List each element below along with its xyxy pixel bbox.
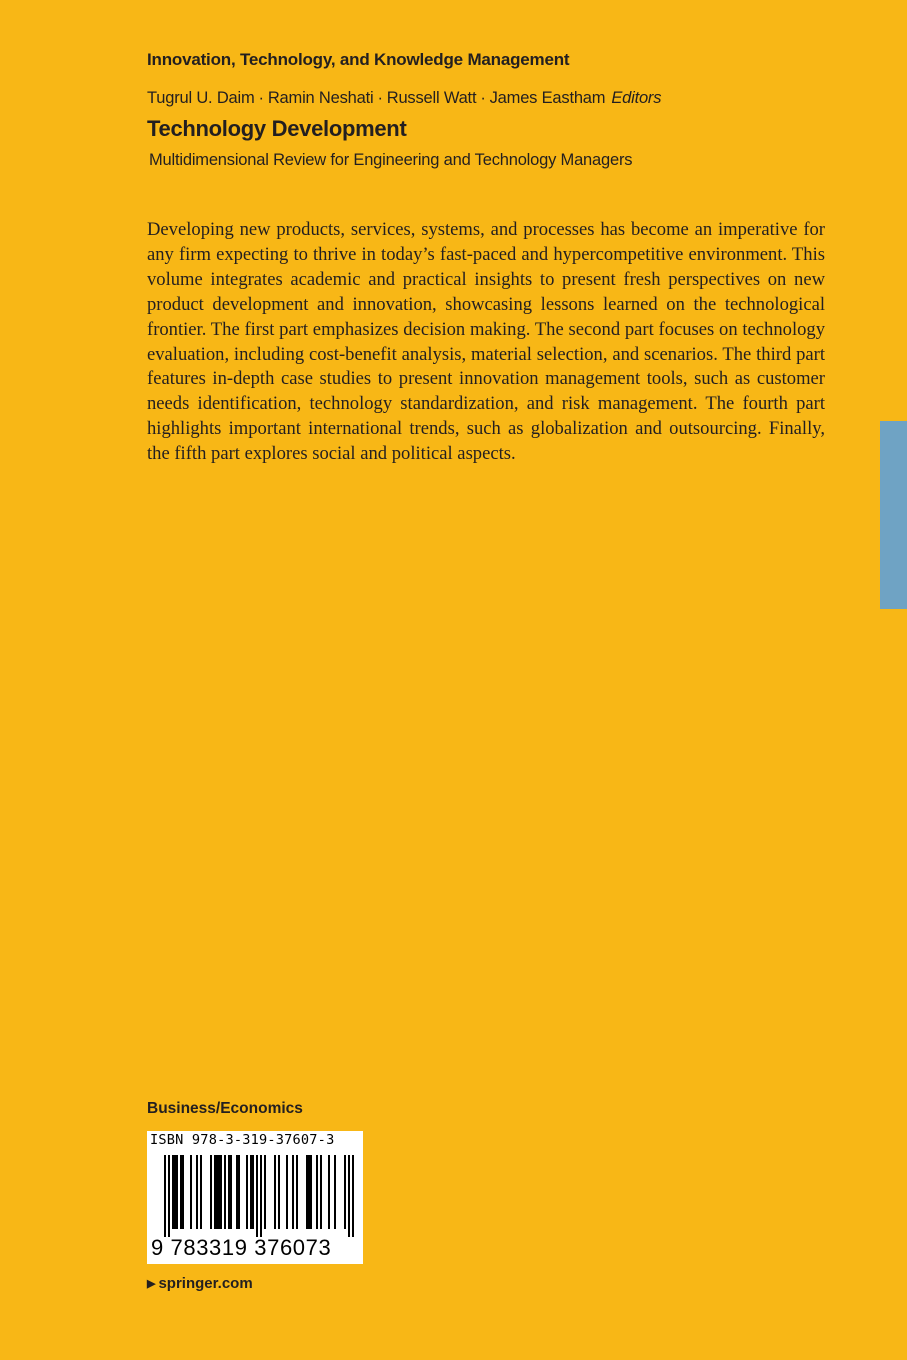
website-label: springer.com [158, 1275, 253, 1292]
barcode-bar [320, 1155, 322, 1229]
website-link[interactable] [147, 1275, 253, 1292]
triangle-right-icon: ▶ [147, 1278, 156, 1290]
separator-dot: · [377, 89, 383, 107]
barcode-bar [176, 1155, 178, 1229]
barcode-guard-bar [256, 1155, 258, 1237]
barcode-bar [238, 1155, 240, 1229]
book-title: Technology Development [147, 116, 407, 141]
side-color-tab [880, 421, 907, 609]
editor-name: James Eastham [489, 89, 606, 107]
barcode-bar [172, 1155, 174, 1229]
barcode-bar [250, 1155, 252, 1229]
barcode-bar [310, 1155, 312, 1229]
series-title: Innovation, Technology, and Knowledge Management [147, 50, 570, 69]
barcode-bar [334, 1155, 336, 1229]
barcode-bar [286, 1155, 288, 1229]
barcode-guard-bar [348, 1155, 350, 1237]
barcode-bar [228, 1155, 230, 1229]
barcode-guard-bar [260, 1155, 262, 1237]
barcode-bar [328, 1155, 330, 1229]
barcode-bar [316, 1155, 318, 1229]
editor-name: Russell Watt [386, 89, 477, 107]
barcode-bar [190, 1155, 192, 1229]
editor-name: Ramin Neshati [267, 89, 374, 107]
barcode-bar [220, 1155, 222, 1229]
barcode-bar [196, 1155, 198, 1229]
subject-category: Business/Economics [147, 1100, 303, 1117]
barcode-guard-bar [168, 1155, 170, 1237]
barcode-bars-graphic [147, 1153, 363, 1237]
barcode-bar [180, 1155, 182, 1229]
book-subtitle: Multidimensional Review for Engineering and Technology Managers [149, 151, 633, 169]
barcode-bar [174, 1155, 176, 1229]
barcode-bar [236, 1155, 238, 1229]
separator-dot: · [258, 89, 264, 107]
isbn-label: ISBN 978-3-319-37607-3 [150, 1132, 335, 1148]
barcode-bar [296, 1155, 298, 1229]
barcode-guard-bar [164, 1155, 166, 1237]
barcode-bar [292, 1155, 294, 1229]
separator-dot: · [480, 89, 486, 107]
isbn-barcode [147, 1131, 363, 1264]
barcode-bar [224, 1155, 226, 1229]
barcode-bar [210, 1155, 212, 1229]
barcode-bar [274, 1155, 276, 1229]
barcode-bar [306, 1155, 308, 1229]
barcode-bar [308, 1155, 310, 1229]
editor-name: Tugrul U. Daim [147, 89, 255, 107]
book-description: Developing new products, services, systems, and processes has become an imperative for any firm expecting to thrive in today’s fast-paced and hypercompetitive environment. This volume integrates academic and practical insights to present fresh perspectives on new product development and innovation, showcasing lessons learned on the technological frontier. The first part emphasizes decision making. The second part focuses on technology evaluation, including cost-benefit analysis, material selection, and scenarios. The third part features in-depth case studies to present innovation management tools, such as customer needs identification, technology standardization, and risk management. The fourth part highlights important international trends, such as globalization and outsourcing. Finally, the fifth part explores social and political aspects. [147, 219, 825, 465]
barcode-guard-bar [352, 1155, 354, 1237]
barcode-bar [200, 1155, 202, 1229]
barcode-bar [246, 1155, 248, 1229]
barcode-bar [214, 1155, 216, 1229]
editors-role: Editors [611, 89, 662, 107]
barcode-bar [278, 1155, 280, 1229]
editors-line [147, 89, 661, 108]
barcode-bar [230, 1155, 232, 1229]
ean-digits: 9 783319 376073 [151, 1235, 332, 1260]
barcode-bar [252, 1155, 254, 1229]
barcode-bar [344, 1155, 346, 1229]
barcode-bar [218, 1155, 220, 1229]
barcode-bar [216, 1155, 218, 1229]
barcode-bar [264, 1155, 266, 1229]
barcode-bar [182, 1155, 184, 1229]
